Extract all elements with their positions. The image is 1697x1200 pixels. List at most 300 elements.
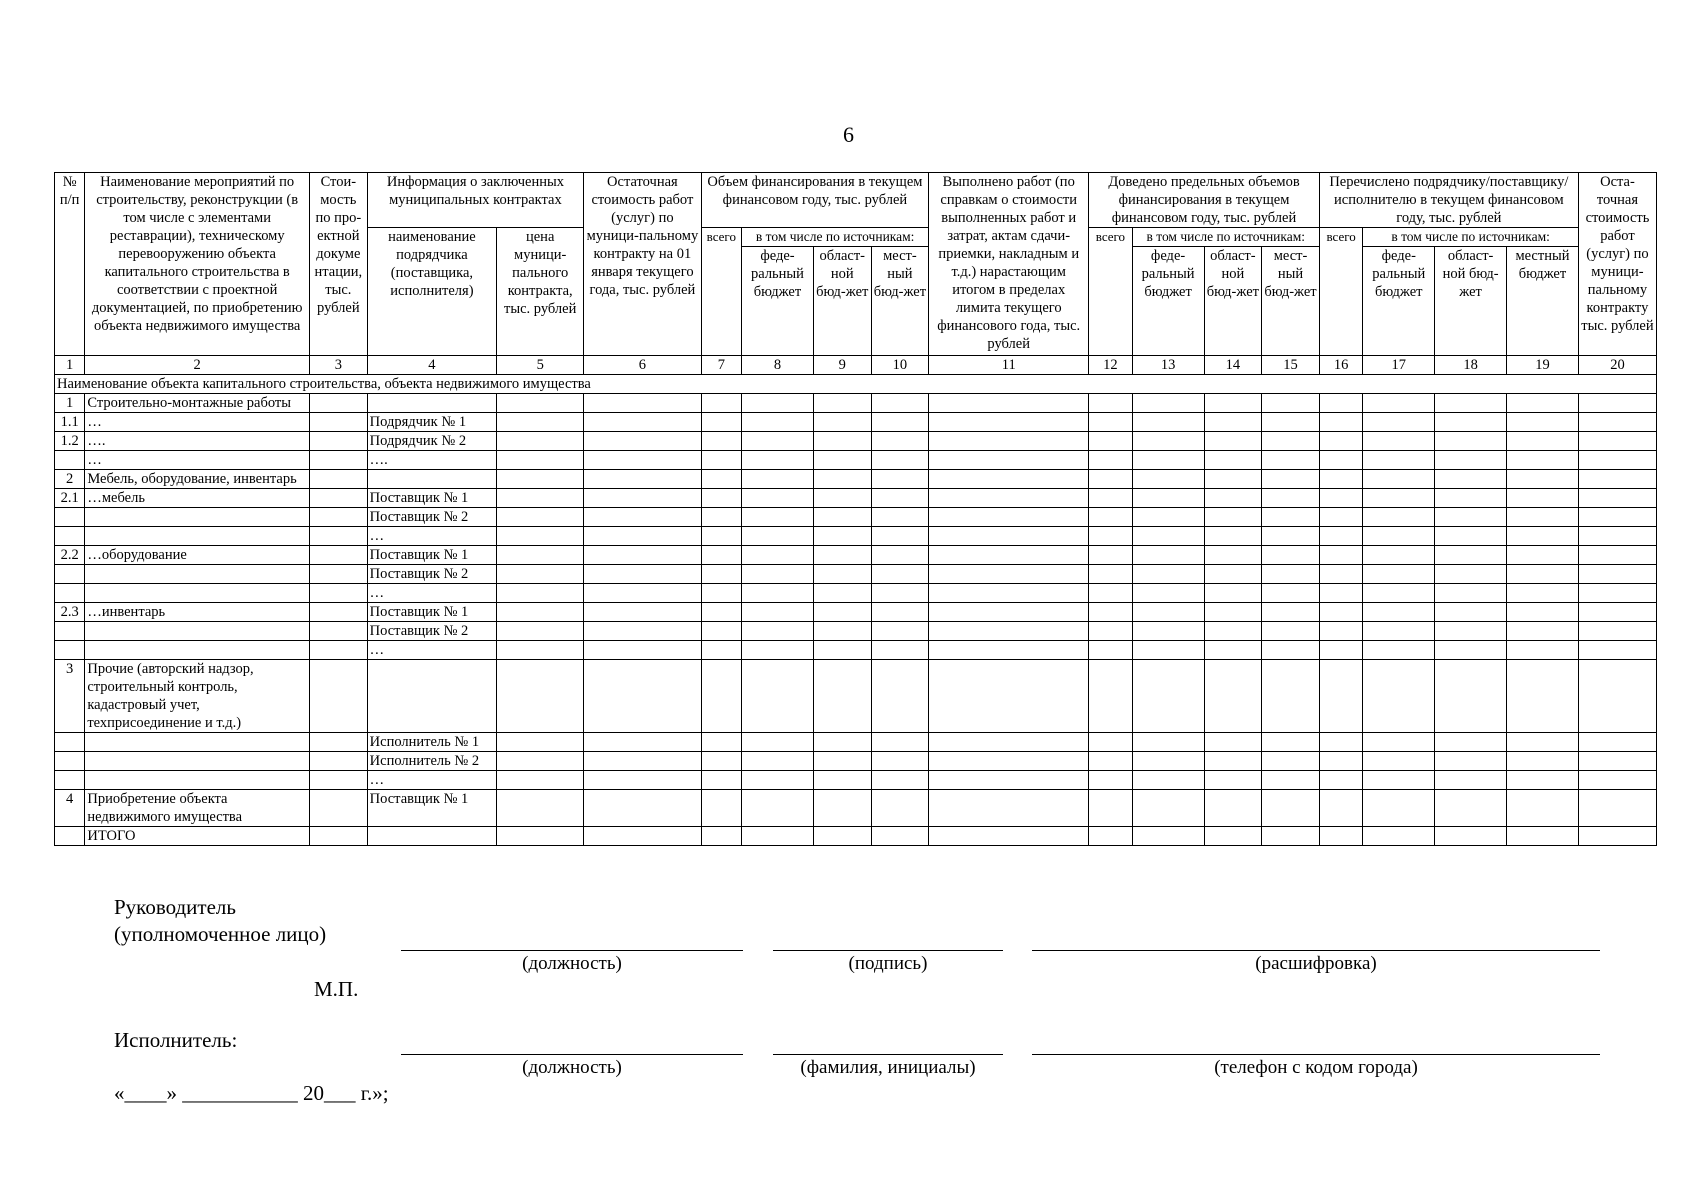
row-contractor: … [367,584,497,603]
empty-cell [1204,527,1262,546]
caption-position: (должность) [522,953,622,974]
empty-cell [1507,584,1579,603]
empty-cell [813,733,871,752]
row-contractor: …. [367,451,497,470]
empty-cell [1363,489,1435,508]
column-number: 1 [55,356,85,375]
empty-cell [1578,603,1656,622]
row-number: 3 [55,660,85,733]
empty-cell [929,546,1089,565]
empty-cell [701,733,741,752]
empty-cell [1363,752,1435,771]
header-lim-by-sources: в том числе по источникам: [1132,228,1319,247]
row-contractor: Поставщик № 1 [367,489,497,508]
empty-cell [1132,622,1204,641]
empty-cell [929,603,1089,622]
empty-cell [871,470,929,489]
empty-cell [1319,660,1363,733]
empty-cell [1262,733,1320,752]
empty-cell [1089,470,1133,489]
empty-cell [584,622,701,641]
row-number [55,622,85,641]
empty-cell [1435,827,1507,846]
column-number: 10 [871,356,929,375]
header-transferred-group: Перечислено подрядчику/поставщику/ исполнителю в текущем финансовом году, тыс. рублей [1319,173,1578,228]
empty-cell [1132,470,1204,489]
empty-cell [1089,584,1133,603]
empty-cell [1578,660,1656,733]
empty-cell [1132,603,1204,622]
empty-cell [1262,641,1320,660]
empty-cell [1363,603,1435,622]
empty-cell [584,584,701,603]
empty-cell [497,527,584,546]
empty-cell [701,470,741,489]
row-contractor: Подрядчик № 1 [367,413,497,432]
row-contractor: Поставщик № 2 [367,565,497,584]
empty-cell [1507,827,1579,846]
header-lim-federal: феде-ральный бюджет [1132,247,1204,356]
column-number: 4 [367,356,497,375]
empty-cell [813,565,871,584]
signature-line [773,950,1003,951]
empty-cell [1262,660,1320,733]
row-activity-name: ИТОГО [85,827,310,846]
empty-cell [1132,413,1204,432]
empty-cell [1204,584,1262,603]
row-activity-name [85,584,310,603]
empty-cell [584,394,701,413]
empty-cell [309,527,367,546]
row-contractor: … [367,771,497,790]
empty-cell [1319,752,1363,771]
position-line [401,950,743,951]
empty-cell [497,827,584,846]
empty-cell [742,752,814,771]
table-row [55,790,1657,827]
empty-cell [1363,470,1435,489]
empty-cell [742,394,814,413]
empty-cell [584,641,701,660]
empty-cell [1319,413,1363,432]
empty-cell [1319,733,1363,752]
empty-cell [1363,546,1435,565]
empty-cell [1089,603,1133,622]
empty-cell [1319,790,1363,827]
row-number [55,752,85,771]
caption-phone: (телефон с кодом города) [1214,1057,1418,1078]
empty-cell [1204,660,1262,733]
stamp-label: М.П. [314,977,359,1001]
empty-cell [1363,432,1435,451]
header-num: № п/п [55,173,85,356]
row-activity-name: Прочие (авторский надзор, строительный контроль, кадастровый учет, техприсоединение и т.д.) [85,660,310,733]
empty-cell [871,451,929,470]
empty-cell [1262,489,1320,508]
row-contractor: Поставщик № 2 [367,508,497,527]
column-number: 17 [1363,356,1435,375]
empty-cell [701,489,741,508]
empty-cell [1507,508,1579,527]
empty-cell [813,394,871,413]
caption-name: (фамилия, инициалы) [800,1057,976,1078]
empty-cell [929,584,1089,603]
column-number: 3 [309,356,367,375]
table-row [55,827,1657,846]
empty-cell [871,771,929,790]
empty-cell [1507,470,1579,489]
empty-cell [1435,584,1507,603]
empty-cell [871,394,929,413]
empty-cell [1319,451,1363,470]
header-tr-total: всего [1319,228,1363,356]
table-row [55,413,1657,432]
empty-cell [929,660,1089,733]
empty-cell [742,660,814,733]
row-contractor: Поставщик № 1 [367,790,497,827]
row-activity-name [85,771,310,790]
header-fin-local: мест-ный бюд-жет [871,247,929,356]
empty-cell [1089,790,1133,827]
empty-cell [742,451,814,470]
row-activity-name [85,752,310,771]
empty-cell [1578,489,1656,508]
empty-cell [1089,394,1133,413]
row-contractor [367,394,497,413]
row-contractor: Поставщик № 1 [367,603,497,622]
column-number: 2 [85,356,310,375]
empty-cell [1204,603,1262,622]
column-number: 11 [929,356,1089,375]
empty-cell [1132,827,1204,846]
row-number: 1.2 [55,432,85,451]
empty-cell [309,489,367,508]
empty-cell [1262,470,1320,489]
empty-cell [497,413,584,432]
empty-cell [929,527,1089,546]
page-number: 6 [843,122,854,147]
empty-cell [1262,752,1320,771]
header-fin-regional: област-ной бюд-жет [813,247,871,356]
empty-cell [584,603,701,622]
empty-cell [929,752,1089,771]
table-row [55,451,1657,470]
empty-cell [1089,641,1133,660]
empty-cell [309,603,367,622]
row-activity-name [85,508,310,527]
empty-cell [584,489,701,508]
empty-cell [871,752,929,771]
empty-cell [871,546,929,565]
empty-cell [1204,790,1262,827]
empty-cell [584,470,701,489]
empty-cell [1507,565,1579,584]
empty-cell [1507,660,1579,733]
empty-cell [871,508,929,527]
empty-cell [309,394,367,413]
head-label-line2: (уполномоченное лицо) [114,922,327,946]
empty-cell [1507,527,1579,546]
empty-cell [742,470,814,489]
empty-cell [497,508,584,527]
empty-cell [497,451,584,470]
table-row [55,527,1657,546]
empty-cell [1435,641,1507,660]
column-number: 6 [584,356,701,375]
empty-cell [1204,413,1262,432]
empty-cell [1435,470,1507,489]
empty-cell [871,584,929,603]
header-contract-price: цена муници-пального контракта, тыс. рублей [497,228,584,356]
empty-cell [309,790,367,827]
empty-cell [1132,790,1204,827]
empty-cell [701,752,741,771]
empty-cell [1435,565,1507,584]
empty-cell [1578,527,1656,546]
empty-cell [1132,565,1204,584]
empty-cell [1204,752,1262,771]
row-number [55,733,85,752]
row-contractor [367,660,497,733]
empty-cell [1507,771,1579,790]
row-contractor: Подрядчик № 2 [367,432,497,451]
empty-cell [1089,546,1133,565]
row-number: 2.2 [55,546,85,565]
table-row [55,733,1657,752]
column-number: 5 [497,356,584,375]
empty-cell [584,546,701,565]
empty-cell [1262,432,1320,451]
empty-cell [497,771,584,790]
empty-cell [1319,508,1363,527]
empty-cell [1319,584,1363,603]
empty-cell [742,546,814,565]
empty-cell [1132,451,1204,470]
empty-cell [309,546,367,565]
empty-cell [701,394,741,413]
empty-cell [1435,432,1507,451]
empty-cell [813,641,871,660]
empty-cell [1204,432,1262,451]
empty-cell [309,752,367,771]
empty-cell [813,752,871,771]
empty-cell [701,641,741,660]
empty-cell [309,413,367,432]
empty-cell [742,527,814,546]
table-row [55,546,1657,565]
empty-cell [1132,508,1204,527]
empty-cell [1132,660,1204,733]
empty-cell [1319,546,1363,565]
empty-cell [1363,451,1435,470]
report-table [54,172,1657,846]
empty-cell [1204,546,1262,565]
empty-cell [1363,394,1435,413]
head-label-line1: Руководитель [114,895,236,919]
empty-cell [584,413,701,432]
executor-phone-line [1032,1054,1600,1055]
empty-cell [1262,790,1320,827]
executor-name-line [773,1054,1003,1055]
empty-cell [1435,603,1507,622]
column-number-row [55,356,1657,375]
header-work-done: Выполнено работ (по справкам о стоимости выполненных работ и затрат, актам сдачи-приемки, накладным и т.д.) нарастающим итогом в пределах лимита текущего финансового года, тыс. рублей [929,173,1089,356]
empty-cell [497,432,584,451]
empty-cell [1507,432,1579,451]
empty-cell [929,790,1089,827]
empty-cell [701,790,741,827]
empty-cell [1319,527,1363,546]
empty-cell [1089,489,1133,508]
header-activity-name: Наименование мероприятий по строительству, реконструкции (в том числе с элементами реставрации), техническому перевооружению объекта капитального строительства в соответствии с проектной документацией, по приобретению объекта недвижимого имущества [85,173,310,356]
empty-cell [742,565,814,584]
empty-cell [1204,470,1262,489]
table-row [55,752,1657,771]
empty-cell [309,451,367,470]
empty-cell [1204,451,1262,470]
empty-cell [309,565,367,584]
empty-cell [497,660,584,733]
empty-cell [1132,489,1204,508]
row-contractor: Поставщик № 1 [367,546,497,565]
table-row [55,622,1657,641]
empty-cell [1319,603,1363,622]
empty-cell [497,603,584,622]
row-activity-name: Строительно-монтажные работы [85,394,310,413]
empty-cell [1204,733,1262,752]
row-number: 1.1 [55,413,85,432]
empty-cell [1363,771,1435,790]
empty-cell [742,622,814,641]
empty-cell [309,470,367,489]
empty-cell [1132,752,1204,771]
empty-cell [1089,508,1133,527]
row-activity-name: … [85,451,310,470]
empty-cell [1578,733,1656,752]
empty-cell [584,451,701,470]
empty-cell [1578,451,1656,470]
empty-cell [309,733,367,752]
empty-cell [871,432,929,451]
empty-cell [584,508,701,527]
empty-cell [701,508,741,527]
empty-cell [742,641,814,660]
empty-cell [742,827,814,846]
empty-cell [701,527,741,546]
empty-cell [929,394,1089,413]
row-number [55,771,85,790]
table-row [55,470,1657,489]
empty-cell [1363,790,1435,827]
empty-cell [742,603,814,622]
empty-cell [309,771,367,790]
executor-position-line [401,1054,743,1055]
row-contractor [367,827,497,846]
table-row [55,565,1657,584]
empty-cell [813,790,871,827]
empty-cell [1435,413,1507,432]
empty-cell [1319,470,1363,489]
empty-cell [497,752,584,771]
header-residual-cost: Остаточная стоимость работ (услуг) по муници-пальному контракту на 01 января текущего года, тыс. рублей [584,173,701,356]
empty-cell [701,622,741,641]
empty-cell [1204,565,1262,584]
row-contractor: Исполнитель № 2 [367,752,497,771]
empty-cell [1507,622,1579,641]
empty-cell [813,489,871,508]
empty-cell [1262,508,1320,527]
decoding-line [1032,950,1600,951]
row-contractor [367,470,497,489]
table-row [55,394,1657,413]
empty-cell [813,546,871,565]
empty-cell [1132,527,1204,546]
empty-cell [813,603,871,622]
empty-cell [813,584,871,603]
empty-cell [1319,622,1363,641]
empty-cell [1319,432,1363,451]
empty-cell [309,622,367,641]
empty-cell [309,641,367,660]
table-row [55,489,1657,508]
empty-cell [584,827,701,846]
empty-cell [497,470,584,489]
row-activity-name: …мебель [85,489,310,508]
empty-cell [1204,489,1262,508]
empty-cell [1262,394,1320,413]
header-fin-by-sources: в том числе по источникам: [742,228,929,247]
empty-cell [497,565,584,584]
empty-cell [813,508,871,527]
header-fin-total: всего [701,228,741,356]
empty-cell [1319,489,1363,508]
column-number: 14 [1204,356,1262,375]
empty-cell [929,413,1089,432]
empty-cell [929,489,1089,508]
empty-cell [1507,733,1579,752]
empty-cell [742,733,814,752]
empty-cell [1507,790,1579,827]
empty-cell [1262,622,1320,641]
empty-cell [1578,394,1656,413]
empty-cell [1578,790,1656,827]
empty-cell [813,451,871,470]
empty-cell [584,790,701,827]
caption-decoding: (расшифровка) [1255,953,1377,974]
header-residual-contract: Оста-точная стоимость работ (услуг) по муници-пальному контракту тыс. рублей [1578,173,1656,356]
row-number [55,584,85,603]
empty-cell [1578,565,1656,584]
empty-cell [1262,527,1320,546]
empty-cell [742,432,814,451]
empty-cell [1363,641,1435,660]
row-contractor: … [367,527,497,546]
empty-cell [813,827,871,846]
row-activity-name: …. [85,432,310,451]
empty-cell [871,733,929,752]
empty-cell [1507,394,1579,413]
header-contracts-group: Информация о заключенных муниципальных контрактах [367,173,584,228]
header-tr-by-sources: в том числе по источникам: [1363,228,1579,247]
empty-cell [1363,584,1435,603]
empty-cell [871,827,929,846]
empty-cell [1204,771,1262,790]
row-activity-name: …инвентарь [85,603,310,622]
row-number: 1 [55,394,85,413]
empty-cell [1089,413,1133,432]
empty-cell [1089,622,1133,641]
empty-cell [929,470,1089,489]
